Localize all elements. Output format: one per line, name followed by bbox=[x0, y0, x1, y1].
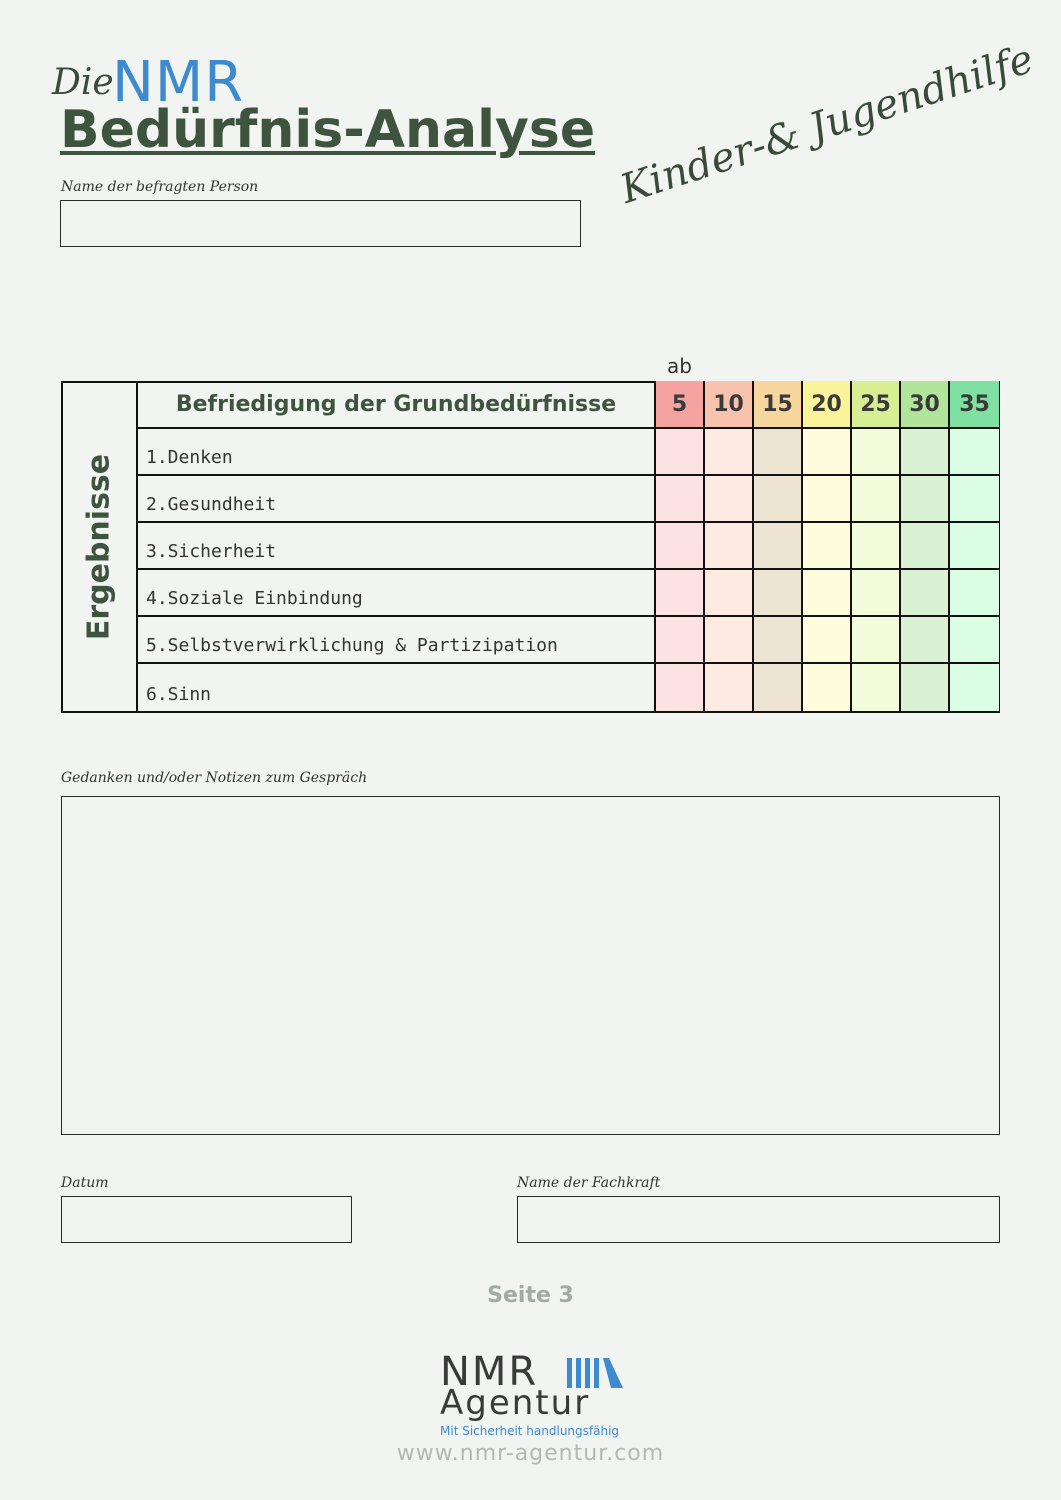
score-cell-row3-30[interactable] bbox=[901, 523, 950, 570]
score-cell-row1-20[interactable] bbox=[803, 429, 852, 476]
notes-field[interactable] bbox=[61, 796, 1000, 1135]
logo-agentur-text: Agentur bbox=[440, 1383, 591, 1423]
score-cell-row2-25[interactable] bbox=[852, 476, 901, 523]
score-cell-row1-5[interactable] bbox=[656, 429, 705, 476]
title-prefix: Die bbox=[52, 62, 114, 103]
score-cell-row1-30[interactable] bbox=[901, 429, 950, 476]
results-side-text: Ergebnisse bbox=[81, 453, 116, 641]
specialist-field[interactable] bbox=[517, 1196, 1000, 1243]
score-cell-row3-5[interactable] bbox=[656, 523, 705, 570]
table-row-label: 1.Denken bbox=[138, 429, 656, 476]
score-cell-row3-35[interactable] bbox=[950, 523, 999, 570]
score-cell-row1-35[interactable] bbox=[950, 429, 999, 476]
score-cell-row5-30[interactable] bbox=[901, 617, 950, 664]
score-header-5: 5 bbox=[656, 381, 705, 429]
score-cell-row5-15[interactable] bbox=[754, 617, 803, 664]
score-cell-row3-25[interactable] bbox=[852, 523, 901, 570]
score-cell-row6-25[interactable] bbox=[852, 664, 901, 711]
table-row-label: 2.Gesundheit bbox=[138, 476, 656, 523]
score-cell-row6-30[interactable] bbox=[901, 664, 950, 711]
score-cell-row6-35[interactable] bbox=[950, 664, 999, 711]
brand-title: NMR bbox=[112, 50, 245, 115]
table-row-label: 6.Sinn bbox=[138, 664, 656, 711]
score-cell-row6-15[interactable] bbox=[754, 664, 803, 711]
score-cell-row4-5[interactable] bbox=[656, 570, 705, 617]
website-link[interactable]: www.nmr-agentur.com bbox=[396, 1441, 665, 1466]
score-header-30: 30 bbox=[901, 381, 950, 429]
score-cell-row1-15[interactable] bbox=[754, 429, 803, 476]
table-header: Befriedigung der Grundbedürfnisse bbox=[138, 381, 656, 429]
person-name-label: Name der befragten Person bbox=[61, 179, 259, 195]
score-cell-row4-15[interactable] bbox=[754, 570, 803, 617]
score-cell-row3-10[interactable] bbox=[705, 523, 754, 570]
score-header-35: 35 bbox=[950, 381, 999, 429]
page-title: Bedürfnis-Analyse bbox=[60, 100, 596, 160]
score-cell-row4-25[interactable] bbox=[852, 570, 901, 617]
score-header-20: 20 bbox=[803, 381, 852, 429]
score-cell-row5-25[interactable] bbox=[852, 617, 901, 664]
score-cell-row3-15[interactable] bbox=[754, 523, 803, 570]
score-header-10: 10 bbox=[705, 381, 754, 429]
date-field[interactable] bbox=[61, 1196, 352, 1243]
score-cell-row4-10[interactable] bbox=[705, 570, 754, 617]
score-cell-row5-5[interactable] bbox=[656, 617, 705, 664]
score-cell-row6-10[interactable] bbox=[705, 664, 754, 711]
score-cell-row1-25[interactable] bbox=[852, 429, 901, 476]
results-side-label bbox=[61, 381, 138, 713]
specialist-label: Name der Fachkraft bbox=[517, 1175, 661, 1191]
score-cell-row2-15[interactable] bbox=[754, 476, 803, 523]
score-cell-row2-30[interactable] bbox=[901, 476, 950, 523]
notes-label: Gedanken und/oder Notizen zum Gespräch bbox=[61, 770, 368, 786]
score-cell-row4-20[interactable] bbox=[803, 570, 852, 617]
score-cell-row4-30[interactable] bbox=[901, 570, 950, 617]
score-cell-row4-35[interactable] bbox=[950, 570, 999, 617]
score-cell-row5-20[interactable] bbox=[803, 617, 852, 664]
score-cell-row2-20[interactable] bbox=[803, 476, 852, 523]
score-cell-row5-10[interactable] bbox=[705, 617, 754, 664]
logo-nmr-text: NMR bbox=[440, 1349, 539, 1395]
score-prefix: ab bbox=[667, 354, 692, 378]
table-row-label: 5.Selbstverwirklichung & Partizipation bbox=[138, 617, 656, 664]
person-name-field[interactable] bbox=[60, 200, 581, 247]
score-cell-row6-5[interactable] bbox=[656, 664, 705, 711]
score-cell-row6-20[interactable] bbox=[803, 664, 852, 711]
table-row-label: 3.Sicherheit bbox=[138, 523, 656, 570]
table-row-label: 4.Soziale Einbindung bbox=[138, 570, 656, 617]
page-number: Seite 3 bbox=[487, 1283, 574, 1308]
score-cell-row2-10[interactable] bbox=[705, 476, 754, 523]
score-cell-row2-5[interactable] bbox=[656, 476, 705, 523]
score-header-15: 15 bbox=[754, 381, 803, 429]
logo-tagline: Mit Sicherheit handlungsfähig bbox=[440, 1424, 620, 1438]
score-cell-row2-35[interactable] bbox=[950, 476, 999, 523]
score-cell-row5-35[interactable] bbox=[950, 617, 999, 664]
date-label: Datum bbox=[61, 1175, 109, 1191]
score-header-25: 25 bbox=[852, 381, 901, 429]
score-cell-row1-10[interactable] bbox=[705, 429, 754, 476]
subtitle: Kinder-& Jugendhilfe bbox=[614, 35, 1039, 213]
score-cell-row3-20[interactable] bbox=[803, 523, 852, 570]
